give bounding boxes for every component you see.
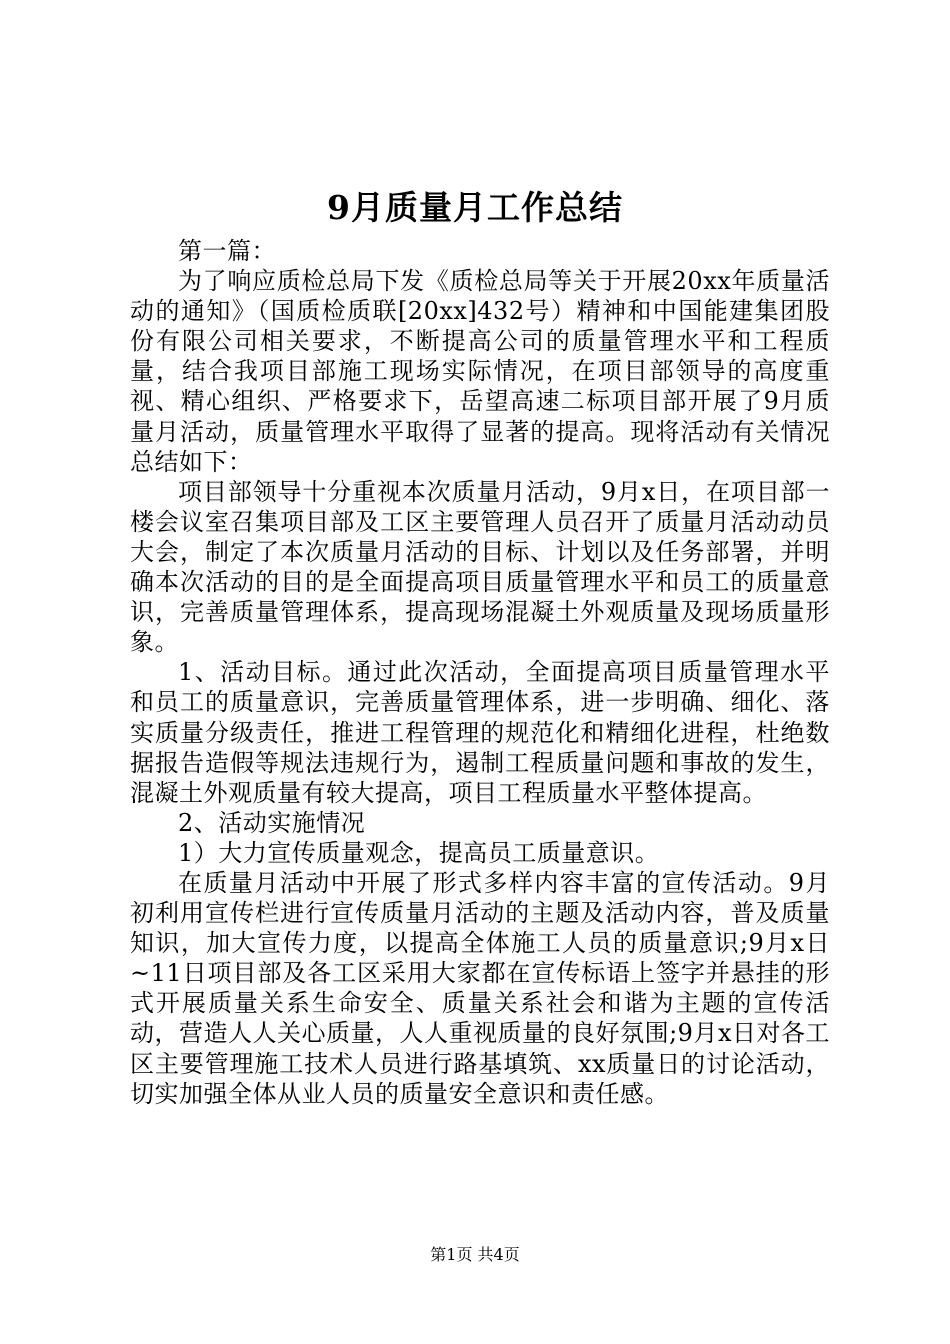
body-paragraph: 在质量月活动中开展了形式多样内容丰富的宣传活动。9月初利用宣传栏进行宣传质量月活动的主题及活动内容，普及质量知识，加大宣传力度，以提高全体施工人员的质量意识;9月x日~11日项目部及各工区采用大家都在宣传标语上签字并悬挂的形式开展质量关系生命安全、质量关系社会和谐为主题的宣传活动，营造人人关心质量，人人重视质量的良好氛围;9月x日对各工区主要管理施工技术人员进行路基填筑、xx质量日的讨论活动，切实加强全体从业人员的质量安全意识和责任感。	[130, 868, 830, 1108]
document-title: 9月质量月工作总结	[327, 188, 623, 227]
page-footer: 第1页 共4页	[430, 1245, 520, 1264]
section-heading: 第一篇：	[178, 237, 276, 265]
document-body	[130, 236, 830, 1109]
body-paragraph: 为了响应质检总局下发《质检总局等关于开展20xx年质量活动的通知》（国质检质联[20xx]432号）精神和中国能建集团股份有限公司相关要求，不断提高公司的质量管理水平和工程质量，结合我项目部施工现场实际情况，在项目部领导的高度重视、精心组织、严格要求下，岳望高速二标项目部开展了9月质量月活动，质量管理水平取得了显著的提高。现将活动有关情况总结如下：	[130, 267, 830, 476]
subsection-heading: 1）大力宣传质量观念，提高员工质量意识。	[178, 838, 660, 867]
body-paragraph: 项目部领导十分重视本次质量月活动，9月x日，在项目部一楼会议室召集项目部及工区主要管理人员召开了质量月活动动员大会，制定了本次质量月活动的目标、计划以及任务部署，并明确本次活动的目的是全面提高项目质量管理水平和员工的质量意识，完善质量管理体系，提高现场混凝土外观质量及现场质量形象。	[130, 477, 830, 657]
subsection-heading: 2、活动实施情况	[178, 808, 366, 837]
body-paragraph: 1、活动目标。通过此次活动，全面提高项目质量管理水平和员工的质量意识，完善质量管理体系，进一步明确、细化、落实质量分级责任，推进工程管理的规范化和精细化进程，杜绝数据报告造假等规法违规行为，遏制工程质量问题和事故的发生，混凝土外观质量有较大提高，项目工程质量水平整体提高。	[130, 658, 830, 807]
